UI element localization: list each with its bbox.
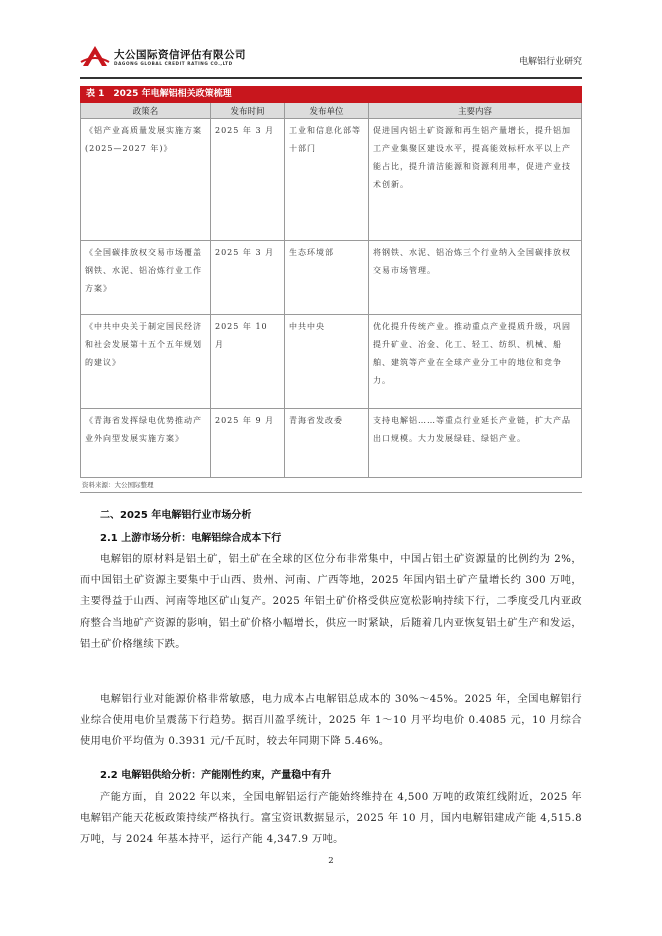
policy-name: 《中共中央关于制定国民经济和社会发展第十五个五年规划的建议》	[81, 315, 211, 409]
brand-name-en: DAGONG GLOBAL CREDIT RATING CO.,LTD	[114, 61, 233, 66]
column-header: 政策名	[81, 103, 211, 119]
main-content: 支持电解铝……等重点行业延长产业链，扩大产品出口规模。大力发展绿硅、绿铝产业。	[369, 409, 582, 478]
main-content: 将钢铁、水泥、铝冶炼三个行业纳入全国碳排放权交易市场管理。	[369, 241, 582, 315]
column-header: 主要内容	[369, 103, 582, 119]
table-row	[81, 315, 582, 409]
column-header: 发布单位	[285, 103, 369, 119]
brand-name-cn: 大公国际资信评估有限公司	[114, 49, 246, 61]
subsection-heading-2-2: 2.2 电解铝供给分析：产能刚性约束，产量稳中有升	[100, 770, 332, 781]
policy-name: 《青海省发挥绿电优势推动产业外向型发展实施方案》	[81, 409, 211, 478]
release-date: 2025 年 10 月	[211, 315, 285, 409]
issuing-body: 中共中央	[285, 315, 369, 409]
policy-table	[80, 86, 582, 493]
section-heading: 二、2025 年电解铝行业市场分析	[100, 510, 252, 521]
header-divider	[80, 77, 582, 79]
table-source-note: 资料来源：大公国际整理	[80, 478, 582, 493]
column-header: 发布时间	[211, 103, 285, 119]
table-row	[81, 241, 582, 315]
table-caption: 表 1 2025 年电解铝相关政策梳理	[80, 86, 582, 103]
release-date: 2025 年 3 月	[211, 241, 285, 315]
policy-name: 《铝产业高质量发展实施方案(2025—2027 年)》	[81, 119, 211, 241]
page-header	[80, 42, 582, 76]
issuing-body: 青海省发改委	[285, 409, 369, 478]
report-title: 电解铝行业研究	[518, 57, 582, 67]
release-date: 2025 年 3 月	[211, 119, 285, 241]
subsection-heading-2-1: 2.1 上游市场分析：电解铝综合成本下行	[100, 533, 282, 544]
main-content: 促进国内铝土矿资源和再生铝产量增长，提升铝加工产业集聚区建设水平，提高能效标杆水平以上产能占比，提升清洁能源和资源利用率，促进产业技术创新。	[369, 119, 582, 241]
dagong-logo-icon	[80, 44, 110, 70]
page-number: 2	[328, 856, 334, 866]
table-row	[81, 119, 582, 241]
paragraph-electricity: 电解铝行业对能源价格非常敏感，电力成本占电解铝总成本的 30%～45%。2025 年，全国电解铝行业综合使用电价呈震荡下行趋势。据百川盈孚统计，2025 年 1～10 月平均电价 0.4085 元，10 月综合使用电价平均值为 0.3931 元/千瓦时，较去年同期下降 5.46%。	[80, 694, 582, 748]
table-row	[81, 409, 582, 478]
policy-name: 《全国碳排放权交易市场覆盖钢铁、水泥、铝冶炼行业工作方案》	[81, 241, 211, 315]
release-date: 2025 年 9 月	[211, 409, 285, 478]
issuing-body: 生态环境部	[285, 241, 369, 315]
issuing-body: 工业和信息化部等十部门	[285, 119, 369, 241]
table-header-row	[81, 103, 582, 119]
paragraph-bauxite: 电解铝的原材料是铝土矿，铝土矿在全球的区位分布非常集中，中国占铝土矿资源量的比例约为 2%，而中国铝土矿资源主要集中于山西、贵州、河南、广西等地，2025 年国内铝土矿产量增长约 300 万吨，主要得益于山西、河南等地区矿山复产。2025 年铝土矿价格受供应宽松影响持续下行，二季度受几内亚政府整合当地矿产资源的影响，铝土矿价格小幅增长，供应一时紧缺，后随着几内亚恢复铝土矿生产和发运，铝土矿价格继续下跌。	[80, 554, 582, 650]
main-content: 优化提升传统产业。推动重点产业提质升级，巩固提升矿业、冶金、化工、轻工、纺织、机械、船舶、建筑等产业在全球产业分工中的地位和竞争力。	[369, 315, 582, 409]
paragraph-capacity: 产能方面，自 2022 年以来，全国电解铝运行产能始终维持在 4,500 万吨的政策红线附近，2025 年电解铝产能天花板政策持续严格执行。富宝资讯数据显示，2025 年 10 月，国内电解铝建成产能 4,515.8 万吨，与 2024 年基本持平，运行产能 4,347.9 万吨。	[80, 792, 582, 846]
policy-table-grid	[80, 103, 582, 478]
